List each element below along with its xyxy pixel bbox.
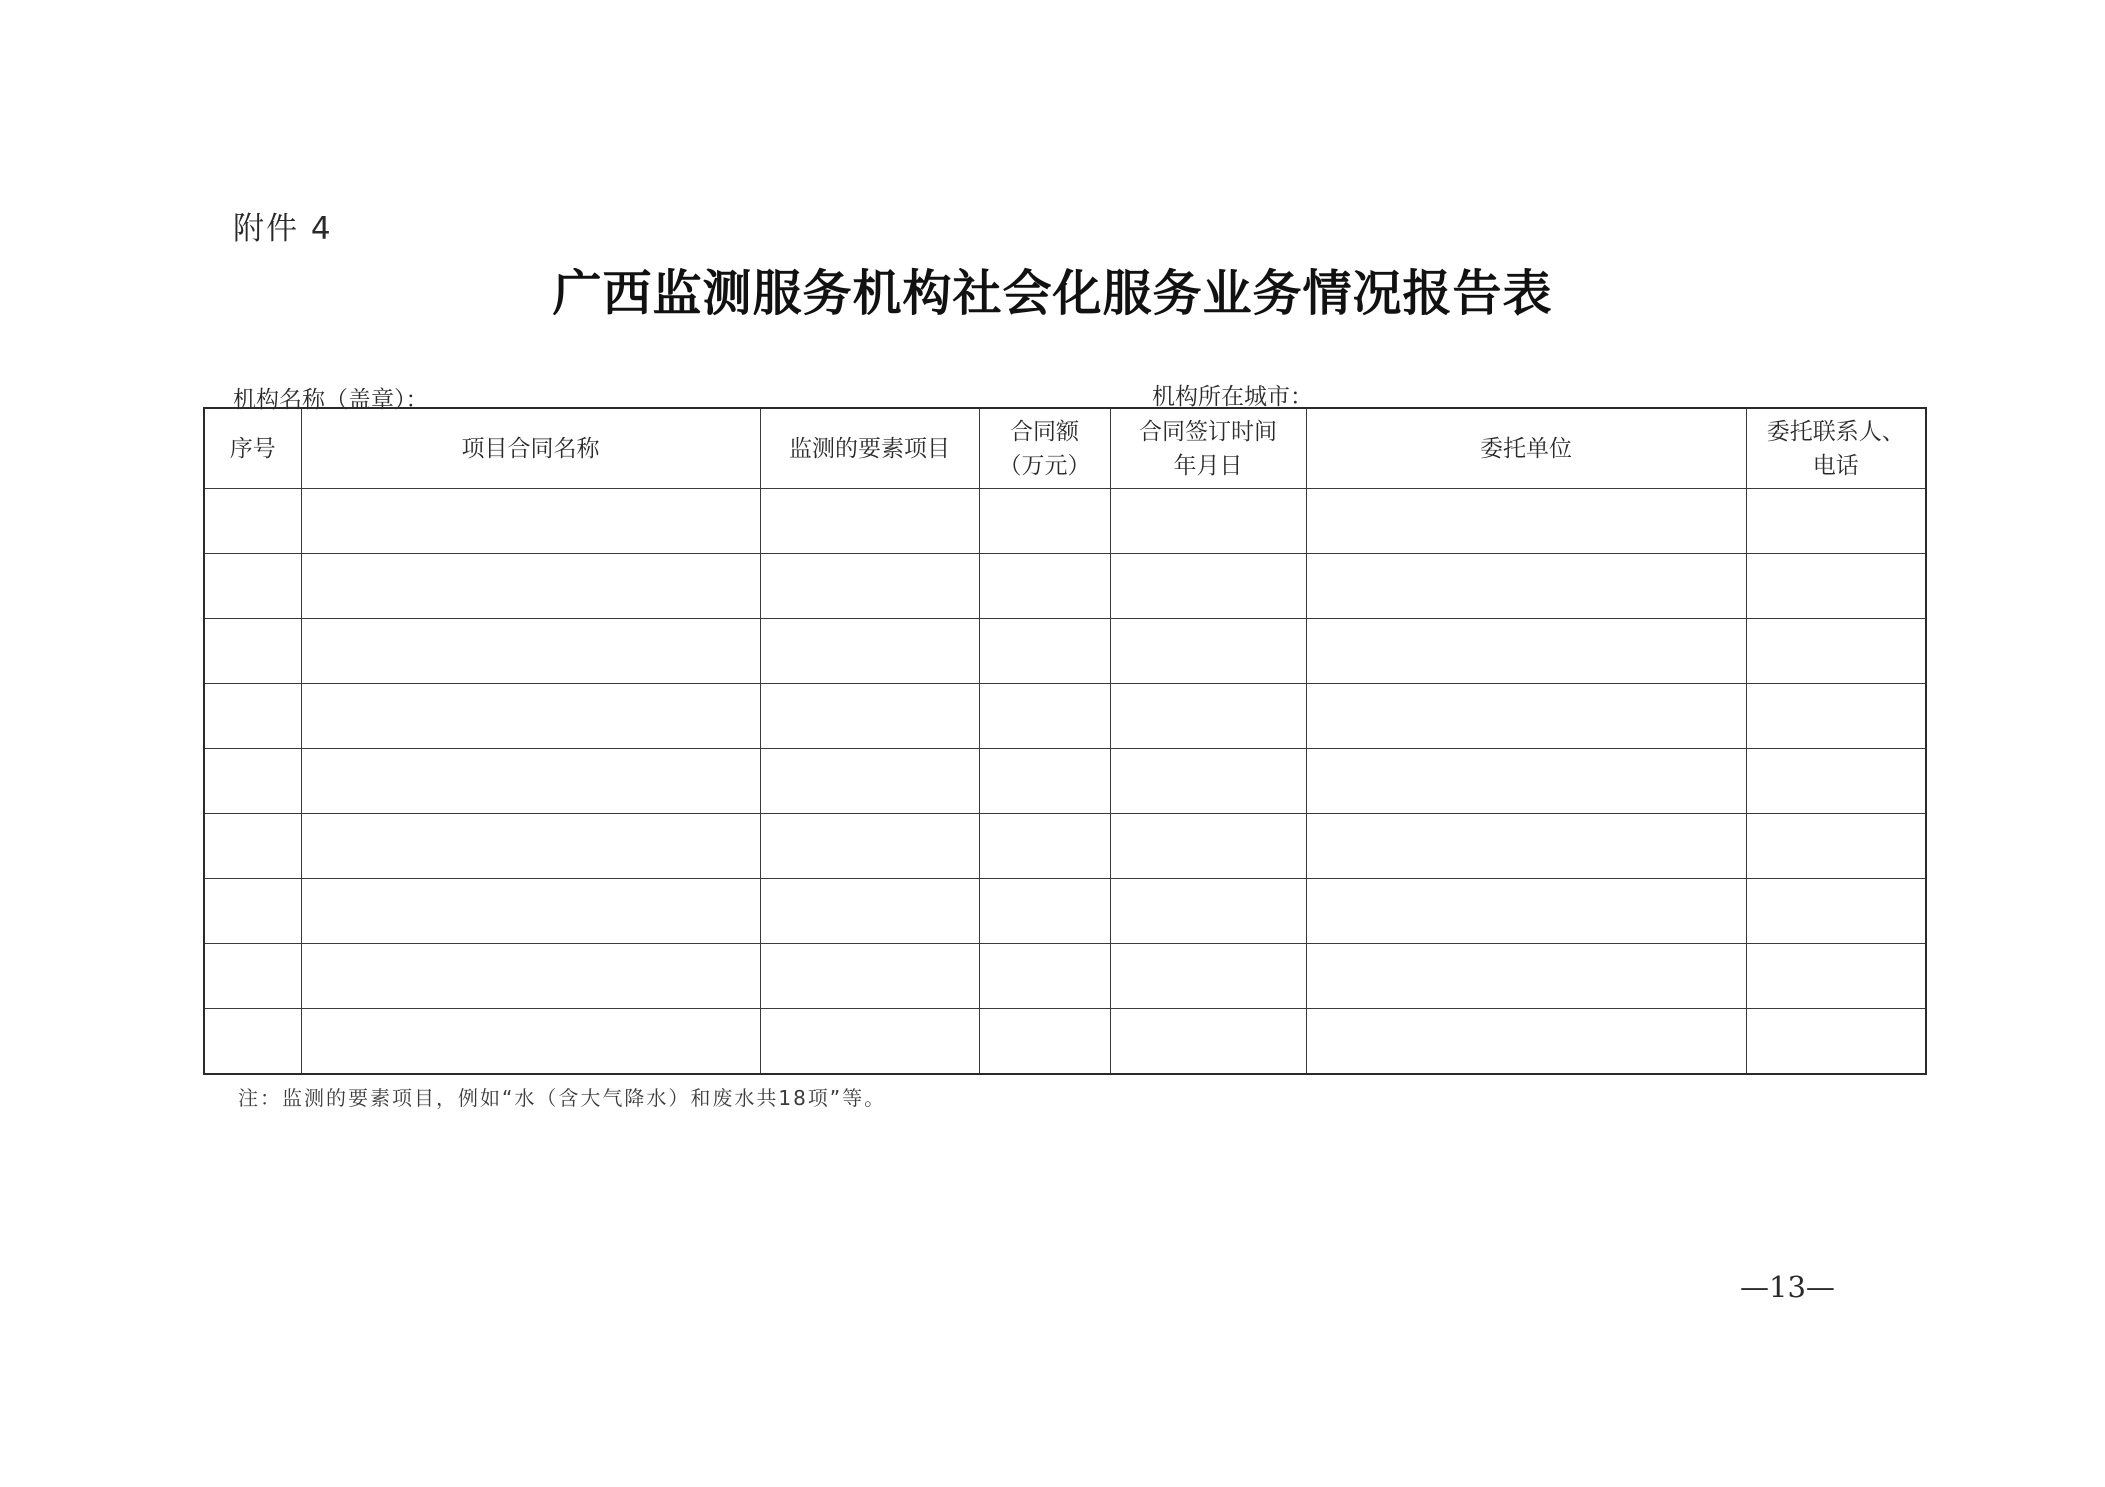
table-row bbox=[204, 554, 1926, 619]
table-cell[interactable] bbox=[204, 944, 301, 1009]
document-title: 广西监测服务机构社会化服务业务情况报告表 bbox=[552, 264, 1553, 322]
table-cell[interactable] bbox=[204, 1009, 301, 1075]
table-row bbox=[204, 619, 1926, 684]
table-cell[interactable] bbox=[1746, 554, 1926, 619]
table-cell[interactable] bbox=[760, 619, 979, 684]
header-serial-number: 序号 bbox=[204, 408, 301, 489]
table-cell[interactable] bbox=[1110, 1009, 1306, 1075]
table-cell[interactable] bbox=[1306, 684, 1746, 749]
header-client-contact: 委托联系人、 电话 bbox=[1746, 408, 1926, 489]
header-contract-amount: 合同额 （万元） bbox=[979, 408, 1110, 489]
table-cell[interactable] bbox=[1306, 619, 1746, 684]
table-cell[interactable] bbox=[760, 814, 979, 879]
table-row bbox=[204, 814, 1926, 879]
table-cell[interactable] bbox=[1110, 814, 1306, 879]
header-monitored-elements: 监测的要素项目 bbox=[760, 408, 979, 489]
table-cell[interactable] bbox=[1306, 944, 1746, 1009]
table-cell[interactable] bbox=[1306, 1009, 1746, 1075]
table-cell[interactable] bbox=[301, 879, 760, 944]
page-number: —13— bbox=[1740, 1270, 1835, 1304]
table-cell[interactable] bbox=[979, 554, 1110, 619]
table-cell[interactable] bbox=[979, 1009, 1110, 1075]
table-cell[interactable] bbox=[204, 684, 301, 749]
table-cell[interactable] bbox=[760, 944, 979, 1009]
report-table bbox=[203, 407, 1927, 1075]
table-cell[interactable] bbox=[1746, 879, 1926, 944]
table-cell[interactable] bbox=[760, 749, 979, 814]
table-cell[interactable] bbox=[1306, 814, 1746, 879]
table-cell[interactable] bbox=[301, 814, 760, 879]
table-cell[interactable] bbox=[301, 684, 760, 749]
table-cell[interactable] bbox=[979, 619, 1110, 684]
table-cell[interactable] bbox=[1746, 489, 1926, 554]
table-cell[interactable] bbox=[979, 749, 1110, 814]
table-row bbox=[204, 684, 1926, 749]
table-cell[interactable] bbox=[301, 619, 760, 684]
table-cell[interactable] bbox=[204, 619, 301, 684]
table-body bbox=[204, 489, 1926, 1075]
table-cell[interactable] bbox=[1110, 749, 1306, 814]
org-name-field: 机构名称（盖章）： bbox=[233, 387, 429, 413]
table-cell[interactable] bbox=[979, 814, 1110, 879]
header-signing-date: 合同签订时间 年月日 bbox=[1110, 408, 1306, 489]
table-cell[interactable] bbox=[979, 489, 1110, 554]
table-cell[interactable] bbox=[204, 554, 301, 619]
table-cell[interactable] bbox=[301, 1009, 760, 1075]
attachment-label: 附件 4 bbox=[233, 211, 333, 247]
footnote: 注：监测的要素项目，例如“水（含大气降水）和废水共18项”等。 bbox=[238, 1086, 887, 1110]
header-contract-name: 项目合同名称 bbox=[301, 408, 760, 489]
table-cell[interactable] bbox=[1746, 749, 1926, 814]
table-row bbox=[204, 489, 1926, 554]
table-cell[interactable] bbox=[1746, 944, 1926, 1009]
table-cell[interactable] bbox=[1746, 684, 1926, 749]
table-cell[interactable] bbox=[1110, 879, 1306, 944]
table-cell[interactable] bbox=[760, 879, 979, 944]
table-cell[interactable] bbox=[1306, 489, 1746, 554]
table-header-row bbox=[204, 408, 1926, 489]
table-cell[interactable] bbox=[204, 489, 301, 554]
table-cell[interactable] bbox=[1110, 619, 1306, 684]
table-row bbox=[204, 749, 1926, 814]
table-cell[interactable] bbox=[760, 1009, 979, 1075]
table-cell[interactable] bbox=[204, 814, 301, 879]
table-row bbox=[204, 1009, 1926, 1075]
table-cell[interactable] bbox=[979, 879, 1110, 944]
table-cell[interactable] bbox=[1110, 554, 1306, 619]
table-cell[interactable] bbox=[979, 944, 1110, 1009]
table-cell[interactable] bbox=[1110, 489, 1306, 554]
table-cell[interactable] bbox=[301, 749, 760, 814]
table-cell[interactable] bbox=[204, 749, 301, 814]
table-cell[interactable] bbox=[1306, 554, 1746, 619]
table-cell[interactable] bbox=[1746, 814, 1926, 879]
table-cell[interactable] bbox=[204, 879, 301, 944]
table-cell[interactable] bbox=[1306, 749, 1746, 814]
table-cell[interactable] bbox=[301, 489, 760, 554]
table-cell[interactable] bbox=[1110, 944, 1306, 1009]
table-cell[interactable] bbox=[979, 684, 1110, 749]
table-cell[interactable] bbox=[1746, 619, 1926, 684]
table-cell[interactable] bbox=[760, 489, 979, 554]
table-cell[interactable] bbox=[760, 554, 979, 619]
org-city-field: 机构所在城市： bbox=[1152, 384, 1313, 410]
table-row bbox=[204, 879, 1926, 944]
table-cell[interactable] bbox=[1110, 684, 1306, 749]
table-row bbox=[204, 944, 1926, 1009]
table-cell[interactable] bbox=[760, 684, 979, 749]
header-client-unit: 委托单位 bbox=[1306, 408, 1746, 489]
table-cell[interactable] bbox=[301, 554, 760, 619]
table-cell[interactable] bbox=[1306, 879, 1746, 944]
table-cell[interactable] bbox=[301, 944, 760, 1009]
table-cell[interactable] bbox=[1746, 1009, 1926, 1075]
